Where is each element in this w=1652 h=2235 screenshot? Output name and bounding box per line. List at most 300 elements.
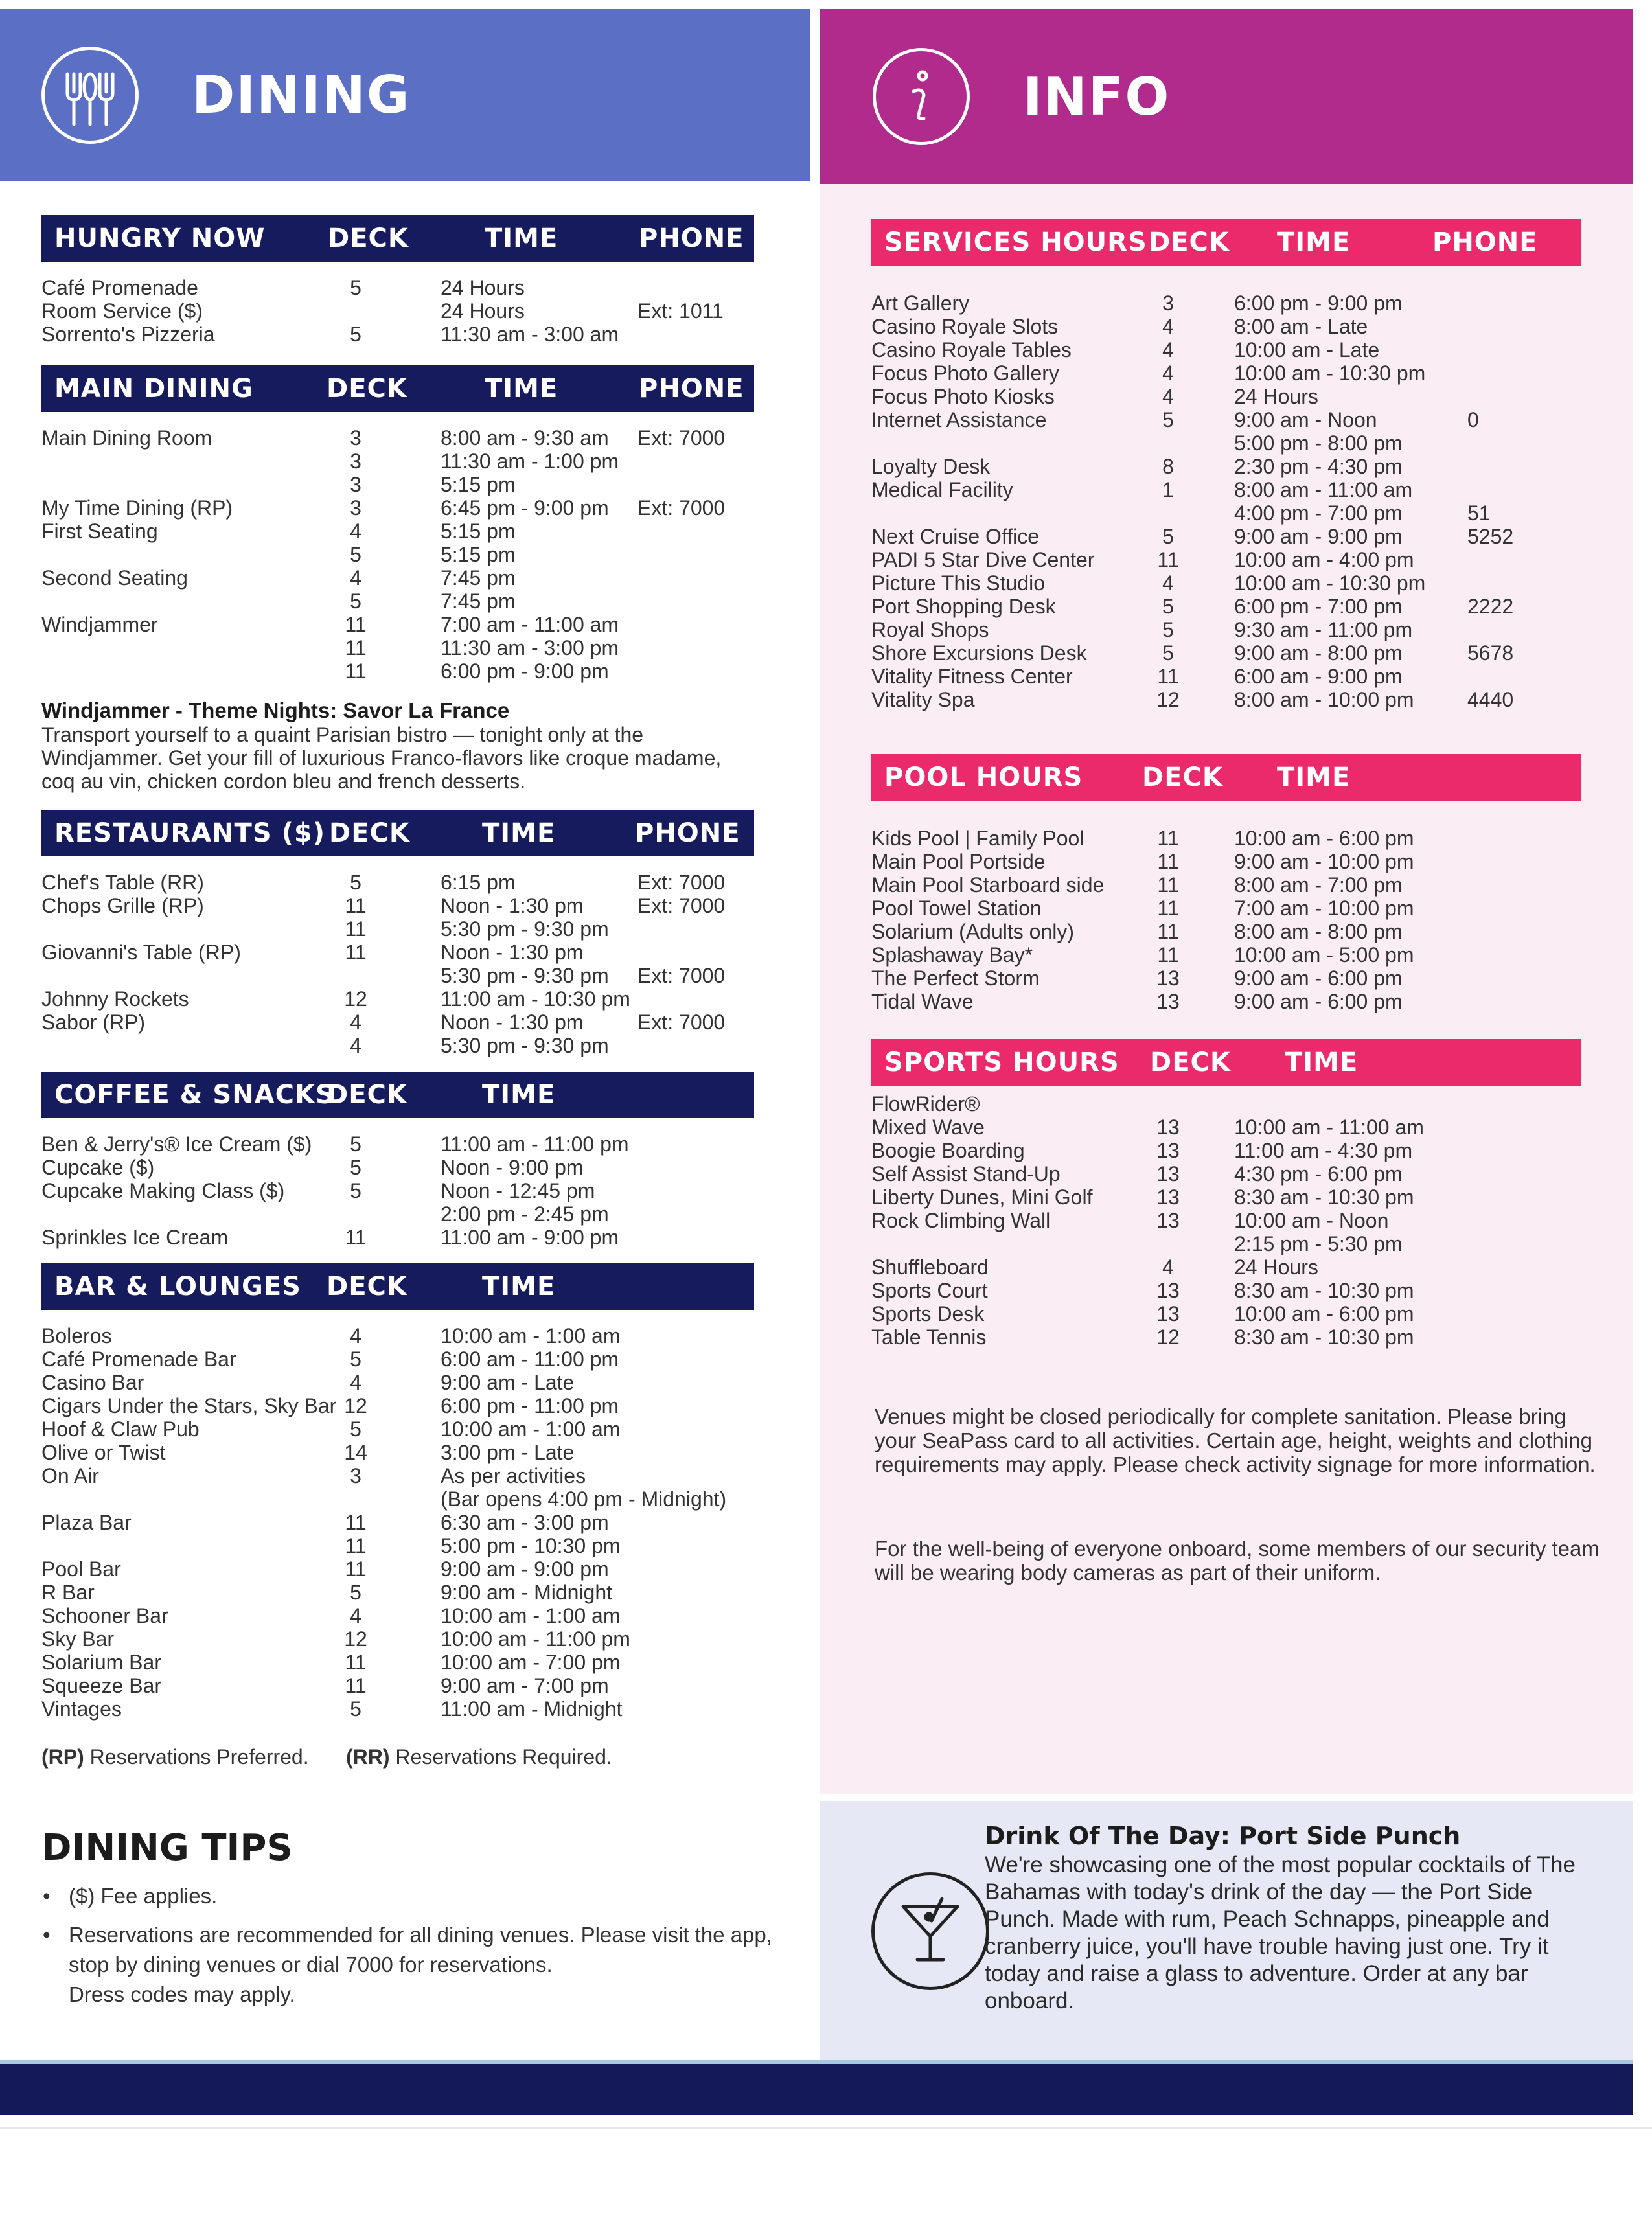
deck-cell: 12 bbox=[344, 1394, 367, 1417]
table-row bbox=[871, 1209, 1581, 1232]
deck-cell: 11 bbox=[345, 894, 367, 917]
table-row bbox=[871, 571, 1581, 595]
header-phone: PHONE bbox=[1432, 227, 1538, 257]
venue-cell: Ben & Jerry's® Ice Cream ($) bbox=[41, 1132, 312, 1156]
phone-cell: 5252 bbox=[1467, 525, 1514, 548]
table-row bbox=[871, 1302, 1581, 1325]
time-cell: 8:00 am - 10:00 pm bbox=[1234, 688, 1414, 711]
table-row bbox=[871, 967, 1581, 990]
table-row bbox=[871, 990, 1581, 1013]
table-rows bbox=[41, 426, 754, 683]
time-cell: 11:30 am - 3:00 pm bbox=[441, 636, 619, 659]
table-row bbox=[41, 1627, 754, 1651]
deck-cell: 5 bbox=[350, 1132, 361, 1156]
time-cell: 9:00 am - 9:00 pm bbox=[441, 1557, 609, 1581]
time-cell: 9:00 am - Late bbox=[441, 1371, 575, 1394]
rp-key: (RP) bbox=[41, 1745, 84, 1769]
deck-cell: 11 bbox=[1157, 897, 1179, 920]
header-deck: DECK bbox=[327, 1272, 407, 1301]
coffee-snacks-table bbox=[41, 1072, 754, 1249]
time-cell: 9:00 am - 7:00 pm bbox=[441, 1674, 609, 1697]
deck-cell: 11 bbox=[1157, 548, 1179, 571]
table-header-bar bbox=[41, 1263, 754, 1310]
time-cell: 11:00 am - 9:00 pm bbox=[441, 1226, 619, 1249]
venue-cell: FlowRider® bbox=[871, 1092, 980, 1116]
time-cell: 8:30 am - 10:30 pm bbox=[1234, 1279, 1414, 1302]
time-cell: 10:00 am - 10:30 pm bbox=[1234, 571, 1426, 595]
time-cell: 9:00 am - 9:00 pm bbox=[1234, 525, 1403, 548]
venue-cell: Chops Grille (RP) bbox=[41, 894, 204, 917]
time-cell: 4:30 pm - 6:00 pm bbox=[1234, 1162, 1403, 1186]
body-camera-notice: For the well-being of everyone onboard, some members of our security team will be wearing body cameras as part of their uniform. bbox=[875, 1537, 1600, 1585]
time-cell: 8:00 am - Late bbox=[1234, 315, 1368, 338]
time-cell: 24 Hours bbox=[1234, 385, 1318, 408]
venue-cell: Room Service ($) bbox=[41, 299, 203, 323]
deck-cell: 8 bbox=[1162, 455, 1174, 478]
time-cell: 5:15 pm bbox=[441, 473, 516, 496]
sports-hours-table bbox=[871, 1039, 1581, 1349]
time-cell: 10:00 am - 11:00 am bbox=[1234, 1116, 1424, 1139]
table-header-bar bbox=[871, 754, 1581, 801]
time-cell: 6:00 pm - 11:00 pm bbox=[441, 1394, 619, 1417]
table-row bbox=[871, 1116, 1581, 1139]
table-header-bar bbox=[871, 1039, 1581, 1086]
table-rows bbox=[41, 1132, 754, 1249]
header-phone: PHONE bbox=[635, 818, 740, 848]
phone-cell: Ext: 1011 bbox=[637, 299, 724, 323]
venue-cell: Hoof & Claw Pub bbox=[41, 1417, 200, 1441]
deck-cell: 5 bbox=[350, 1417, 361, 1441]
deck-cell: 13 bbox=[1156, 990, 1180, 1013]
table-row bbox=[871, 688, 1581, 711]
deck-cell: 13 bbox=[1156, 967, 1180, 990]
table-row bbox=[41, 1226, 754, 1249]
venue-cell: Vitality Fitness Center bbox=[871, 665, 1073, 688]
deck-cell: 14 bbox=[344, 1441, 367, 1464]
phone-cell: Ext: 7000 bbox=[637, 871, 726, 894]
drink-of-the-day-body: We're showcasing one of the most popular cocktails of The Bahamas with today's drink of the day — the Port Side Punch. Made with rum, Peach Schnapps, pineapple and cranberry juice, you'll have trouble having just one. Try it today and raise a glass to adventure. Order at any bar onboard. bbox=[985, 1852, 1576, 2013]
table-row bbox=[41, 1202, 754, 1226]
venue-cell: Kids Pool | Family Pool bbox=[871, 827, 1084, 850]
table-row bbox=[41, 450, 754, 473]
deck-cell: 5 bbox=[1162, 641, 1174, 665]
time-cell: Noon - 1:30 pm bbox=[441, 941, 584, 964]
table-row bbox=[41, 1371, 754, 1394]
table-row bbox=[871, 548, 1581, 571]
table-row bbox=[41, 299, 754, 323]
time-cell: 10:00 am - 6:00 pm bbox=[1234, 827, 1414, 850]
time-cell: 7:00 am - 10:00 pm bbox=[1234, 897, 1414, 920]
time-cell: 9:00 am - 10:00 pm bbox=[1234, 850, 1414, 873]
deck-cell: 11 bbox=[345, 941, 367, 964]
time-cell: 11:30 am - 1:00 pm bbox=[441, 450, 619, 473]
time-cell: 7:45 pm bbox=[441, 590, 516, 613]
header-time: TIME bbox=[485, 224, 558, 253]
deck-cell: 3 bbox=[350, 426, 361, 450]
table-row bbox=[871, 850, 1581, 873]
table-row bbox=[871, 1186, 1581, 1209]
deck-cell: 5 bbox=[350, 1179, 361, 1202]
time-cell: 10:00 am - 11:00 pm bbox=[441, 1627, 630, 1651]
header-deck: DECK bbox=[329, 818, 410, 848]
table-row bbox=[41, 323, 754, 346]
venue-cell: Art Gallery bbox=[871, 292, 970, 315]
deck-cell: 12 bbox=[344, 987, 367, 1011]
bar-lounges-table bbox=[41, 1263, 754, 1721]
drink-of-the-day-title: Drink Of The Day: Port Side Punch bbox=[985, 1822, 1461, 1850]
venue-cell: Picture This Studio bbox=[871, 571, 1045, 595]
restaurants-table bbox=[41, 810, 754, 1057]
time-cell: 10:00 am - 1:00 am bbox=[441, 1324, 621, 1347]
time-cell: 6:00 pm - 7:00 pm bbox=[1234, 595, 1403, 618]
table-row bbox=[41, 1511, 754, 1534]
deck-cell: 5 bbox=[350, 1156, 361, 1179]
table-row bbox=[41, 496, 754, 520]
table-row bbox=[871, 665, 1581, 688]
deck-cell: 1 bbox=[1162, 478, 1174, 501]
time-cell: 6:15 pm bbox=[441, 871, 516, 894]
deck-cell: 11 bbox=[1157, 920, 1179, 943]
table-row bbox=[41, 941, 754, 964]
rr-text: Reservations Required. bbox=[395, 1745, 612, 1769]
phone-cell: Ext: 7000 bbox=[637, 894, 726, 917]
time-cell: 7:45 pm bbox=[441, 566, 516, 590]
deck-cell: 11 bbox=[345, 1651, 367, 1674]
table-row bbox=[41, 894, 754, 917]
venue-cell: Sky Bar bbox=[41, 1627, 115, 1651]
theme-night-title: Windjammer - Theme Nights: Savor La France bbox=[41, 698, 510, 722]
rr-key: (RR) bbox=[346, 1745, 390, 1769]
table-rows bbox=[871, 827, 1581, 1013]
deck-cell: 11 bbox=[1157, 943, 1179, 967]
table-row bbox=[41, 1132, 754, 1156]
venue-cell: Giovanni's Table (RP) bbox=[41, 941, 241, 964]
time-cell: 9:00 am - Noon bbox=[1234, 408, 1377, 431]
table-row bbox=[871, 408, 1581, 431]
deck-cell: 11 bbox=[1157, 827, 1179, 850]
phone-cell: Ext: 7000 bbox=[637, 1011, 726, 1034]
venue-cell: Sports Desk bbox=[871, 1302, 985, 1325]
venue-cell: Olive or Twist bbox=[41, 1441, 166, 1464]
venue-cell: Schooner Bar bbox=[41, 1604, 168, 1627]
venue-cell: Pool Towel Station bbox=[871, 897, 1042, 920]
table-row bbox=[41, 917, 754, 941]
time-cell: Noon - 1:30 pm bbox=[441, 894, 584, 917]
tip-item-continued: Dress codes may apply. bbox=[69, 1982, 295, 2006]
table-row bbox=[871, 1255, 1581, 1279]
venue-cell: Splashaway Bay* bbox=[871, 943, 1033, 967]
header-time: TIME bbox=[1277, 227, 1351, 257]
venue-cell: Port Shopping Desk bbox=[871, 595, 1056, 618]
footer-bar bbox=[0, 2060, 1633, 2115]
tip-item: • ($) Fee applies. bbox=[41, 1881, 774, 1911]
table-row bbox=[41, 1179, 754, 1202]
time-cell: 9:30 am - 11:00 pm bbox=[1234, 618, 1413, 641]
venue-cell: Internet Assistance bbox=[871, 408, 1047, 431]
venue-cell: Tidal Wave bbox=[871, 990, 974, 1013]
venue-cell: Self Assist Stand-Up bbox=[871, 1162, 1061, 1186]
header-venue: HUNGRY NOW bbox=[54, 224, 266, 253]
phone-cell: 2222 bbox=[1467, 595, 1514, 618]
time-cell: 11:00 am - 10:30 pm bbox=[441, 987, 630, 1011]
deck-cell: 3 bbox=[350, 450, 361, 473]
phone-cell: 5678 bbox=[1467, 641, 1514, 665]
table-row bbox=[41, 1697, 754, 1721]
time-cell: 6:00 pm - 9:00 pm bbox=[1234, 292, 1403, 315]
table-row bbox=[41, 590, 754, 613]
deck-cell: 4 bbox=[350, 1371, 361, 1394]
table-rows bbox=[41, 1324, 754, 1721]
venue-cell: Solarium (Adults only) bbox=[871, 920, 1074, 943]
header-phone: PHONE bbox=[639, 374, 744, 404]
table-row bbox=[871, 943, 1581, 967]
header-time: TIME bbox=[482, 818, 556, 848]
dining-title: DINING bbox=[192, 65, 411, 125]
venue-cell: Solarium Bar bbox=[41, 1651, 161, 1674]
deck-cell: 5 bbox=[1162, 595, 1174, 618]
table-row bbox=[871, 431, 1581, 455]
time-cell: 9:00 am - Midnight bbox=[441, 1581, 613, 1604]
venue-cell: Shuffleboard bbox=[871, 1255, 989, 1279]
deck-cell: 3 bbox=[1162, 292, 1174, 315]
venue-cell: Casino Royale Slots bbox=[871, 315, 1059, 338]
table-row bbox=[871, 1232, 1581, 1255]
table-row bbox=[41, 1534, 754, 1557]
table-row bbox=[41, 964, 754, 987]
time-cell: 10:00 am - 7:00 pm bbox=[441, 1651, 621, 1674]
deck-cell: 5 bbox=[1162, 525, 1174, 548]
deck-cell: 4 bbox=[1162, 315, 1174, 338]
phone-cell: 0 bbox=[1467, 408, 1479, 431]
venue-cell: Johnny Rockets bbox=[41, 987, 189, 1011]
table-row bbox=[41, 1417, 754, 1441]
header-phone: PHONE bbox=[639, 224, 744, 253]
venue-cell: On Air bbox=[41, 1464, 99, 1487]
table-row bbox=[871, 525, 1581, 548]
deck-cell: 11 bbox=[345, 613, 367, 636]
table-row bbox=[871, 385, 1581, 408]
time-cell: 10:00 am - Late bbox=[1234, 338, 1380, 361]
deck-cell: 3 bbox=[350, 496, 361, 520]
table-row bbox=[41, 636, 754, 659]
time-cell: Noon - 9:00 pm bbox=[441, 1156, 584, 1179]
rp-text: Reservations Preferred. bbox=[89, 1745, 309, 1769]
deck-cell: 11 bbox=[1157, 665, 1179, 688]
deck-cell: 5 bbox=[350, 871, 361, 894]
time-cell: 11:00 am - 4:30 pm bbox=[1234, 1139, 1413, 1162]
time-cell: 10:00 am - 1:00 am bbox=[441, 1417, 621, 1441]
table-row bbox=[41, 871, 754, 894]
info-header bbox=[820, 9, 1633, 184]
deck-cell: 5 bbox=[350, 1697, 361, 1721]
venue-cell: Sprinkles Ice Cream bbox=[41, 1226, 229, 1249]
venue-cell: Vitality Spa bbox=[871, 688, 975, 711]
deck-cell: 4 bbox=[1162, 385, 1174, 408]
deck-cell: 4 bbox=[1162, 338, 1174, 361]
venue-cell: Medical Facility bbox=[871, 478, 1013, 501]
time-cell: 6:00 am - 11:00 pm bbox=[441, 1347, 619, 1371]
table-row bbox=[871, 897, 1581, 920]
venue-cell: Plaza Bar bbox=[41, 1511, 132, 1534]
time-cell: 10:00 am - 6:00 pm bbox=[1234, 1302, 1414, 1325]
deck-cell: 11 bbox=[345, 1511, 367, 1534]
info-title: INFO bbox=[1023, 66, 1171, 127]
venue-cell: Shore Excursions Desk bbox=[871, 641, 1087, 665]
deck-cell: 5 bbox=[350, 276, 361, 299]
deck-cell: 13 bbox=[1156, 1186, 1180, 1209]
time-cell: 8:00 am - 11:00 am bbox=[1234, 478, 1413, 501]
header-venue: MAIN DINING bbox=[54, 374, 253, 404]
table-row bbox=[41, 426, 754, 450]
deck-cell: 4 bbox=[350, 1011, 361, 1034]
time-cell: 7:00 am - 11:00 am bbox=[441, 613, 619, 636]
time-cell: 10:00 am - 10:30 pm bbox=[1234, 361, 1426, 385]
dining-tips-title: DINING TIPS bbox=[41, 1827, 293, 1869]
phone-cell: Ext: 7000 bbox=[637, 426, 726, 450]
tip-item: • Reservations are recommended for all dining venues. Please visit the app, stop by dining venues or dial 7000 for reservations. bbox=[41, 1920, 774, 1980]
deck-cell: 11 bbox=[345, 1557, 367, 1581]
info-icon bbox=[873, 48, 970, 145]
table-row bbox=[41, 1557, 754, 1581]
header-time: TIME bbox=[482, 1080, 556, 1110]
deck-cell: 4 bbox=[350, 520, 361, 543]
deck-cell: 13 bbox=[1156, 1162, 1180, 1186]
header-venue: RESTAURANTS ($) bbox=[54, 818, 325, 848]
time-cell: 9:00 am - 8:00 pm bbox=[1234, 641, 1403, 665]
venue-cell: Next Cruise Office bbox=[871, 525, 1040, 548]
table-row bbox=[871, 1279, 1581, 1302]
table-row bbox=[871, 478, 1581, 501]
venue-cell: Sabor (RP) bbox=[41, 1011, 146, 1034]
venue-cell: Pool Bar bbox=[41, 1557, 121, 1581]
theme-night-body: Transport yourself to a quaint Parisian bistro — tonight only at the Windjammer. Get your fill of luxurious Franco-flavors like croque madame, coq au vin, chicken cordon bleu and french desserts. bbox=[41, 723, 722, 793]
phone-cell: 51 bbox=[1467, 501, 1491, 525]
table-row bbox=[871, 595, 1581, 618]
deck-cell: 5 bbox=[350, 1347, 361, 1371]
time-cell: 5:30 pm - 9:30 pm bbox=[441, 1034, 609, 1057]
sanitation-notice: Venues might be closed periodically for complete sanitation. Please bring your SeaPass card to all activities. Certain age, height, weights and clothing requirements may apply. Please check activity signage for more information. bbox=[875, 1404, 1596, 1476]
deck-cell: 11 bbox=[345, 917, 367, 941]
time-cell: 4:00 pm - 7:00 pm bbox=[1234, 501, 1403, 525]
pool-hours-table bbox=[871, 754, 1581, 1013]
venue-cell: Café Promenade Bar bbox=[41, 1347, 236, 1371]
main-dining-table bbox=[41, 365, 754, 683]
table-row bbox=[871, 641, 1581, 665]
table-row bbox=[871, 1092, 1581, 1116]
table-row bbox=[41, 1394, 754, 1417]
deck-cell: 11 bbox=[1157, 873, 1179, 897]
time-cell: 5:00 pm - 10:30 pm bbox=[441, 1534, 621, 1557]
deck-cell: 3 bbox=[350, 1464, 361, 1487]
table-row bbox=[41, 1487, 754, 1511]
header-venue: COFFEE & SNACKS bbox=[54, 1080, 335, 1110]
table-rows bbox=[871, 1092, 1581, 1349]
venue-cell: Casino Bar bbox=[41, 1371, 144, 1394]
table-row bbox=[41, 473, 754, 496]
header-deck: DECK bbox=[1150, 1048, 1231, 1077]
utensils-icon bbox=[41, 47, 139, 144]
header-time: TIME bbox=[482, 1272, 556, 1301]
theme-night-note bbox=[41, 698, 741, 793]
table-row bbox=[41, 1674, 754, 1697]
table-row bbox=[41, 613, 754, 636]
header-deck: DECK bbox=[1149, 227, 1230, 257]
time-cell: 8:00 am - 7:00 pm bbox=[1234, 873, 1403, 897]
deck-cell: 13 bbox=[1156, 1116, 1180, 1139]
venue-cell: Squeeze Bar bbox=[41, 1674, 162, 1697]
time-cell: 8:30 am - 10:30 pm bbox=[1234, 1325, 1414, 1349]
deck-cell: 5 bbox=[350, 323, 361, 346]
deck-cell: 4 bbox=[350, 1034, 361, 1057]
header-time: TIME bbox=[485, 374, 558, 404]
deck-cell: 12 bbox=[344, 1627, 367, 1651]
deck-cell: 3 bbox=[350, 473, 361, 496]
venue-cell: Loyalty Desk bbox=[871, 455, 991, 478]
venue-cell: Boogie Boarding bbox=[871, 1139, 1025, 1162]
venue-cell: Main Pool Portside bbox=[871, 850, 1046, 873]
time-cell: 8:00 am - 8:00 pm bbox=[1234, 920, 1403, 943]
deck-cell: 4 bbox=[1162, 1255, 1174, 1279]
time-cell: 6:00 am - 9:00 pm bbox=[1234, 665, 1403, 688]
deck-cell: 5 bbox=[1162, 408, 1174, 431]
deck-cell: 4 bbox=[350, 566, 361, 590]
venue-cell: Royal Shops bbox=[871, 618, 989, 641]
time-cell: 6:30 am - 3:00 pm bbox=[441, 1511, 609, 1534]
time-cell: 8:00 am - 9:30 am bbox=[441, 426, 609, 450]
table-row bbox=[871, 501, 1581, 525]
deck-cell: 4 bbox=[350, 1324, 361, 1347]
venue-cell: Focus Photo Kiosks bbox=[871, 385, 1055, 408]
phone-cell: 4440 bbox=[1467, 688, 1514, 711]
table-header-bar bbox=[41, 1072, 754, 1118]
deck-cell: 12 bbox=[1156, 688, 1180, 711]
table-row bbox=[871, 292, 1581, 315]
deck-cell: 12 bbox=[1156, 1325, 1180, 1349]
deck-cell: 5 bbox=[350, 543, 361, 566]
header-deck: DECK bbox=[328, 224, 409, 253]
time-cell: Noon - 1:30 pm bbox=[441, 1011, 584, 1034]
venue-cell: PADI 5 Star Dive Center bbox=[871, 548, 1095, 571]
venue-cell: R Bar bbox=[41, 1581, 95, 1604]
table-row bbox=[871, 873, 1581, 897]
time-cell: 5:30 pm - 9:30 pm bbox=[441, 964, 609, 987]
venue-cell: The Perfect Storm bbox=[871, 967, 1040, 990]
deck-cell: 5 bbox=[350, 590, 361, 613]
time-cell: 24 Hours bbox=[1234, 1255, 1318, 1279]
table-row bbox=[41, 659, 754, 683]
venue-cell: Café Promenade bbox=[41, 276, 198, 299]
time-cell: 9:00 am - 6:00 pm bbox=[1234, 967, 1403, 990]
time-cell: 5:15 pm bbox=[441, 543, 516, 566]
table-row bbox=[871, 827, 1581, 850]
venue-cell: Chef's Table (RR) bbox=[41, 871, 204, 894]
header-deck: DECK bbox=[327, 1080, 407, 1110]
table-row bbox=[41, 520, 754, 543]
table-row bbox=[41, 1034, 754, 1057]
venue-cell: Cupcake ($) bbox=[41, 1156, 155, 1179]
venue-cell: Cigars Under the Stars, Sky Bar bbox=[41, 1394, 337, 1417]
time-cell: Noon - 12:45 pm bbox=[441, 1179, 595, 1202]
dining-header bbox=[0, 9, 810, 181]
venue-cell: Boleros bbox=[41, 1324, 112, 1347]
header-time: TIME bbox=[1277, 762, 1351, 792]
time-cell: 6:00 pm - 9:00 pm bbox=[441, 659, 609, 683]
header-deck: DECK bbox=[1142, 762, 1223, 792]
time-cell: 6:45 pm - 9:00 pm bbox=[441, 496, 609, 520]
venue-cell: Mixed Wave bbox=[871, 1116, 985, 1139]
time-cell: 24 Hours bbox=[441, 276, 525, 299]
table-row bbox=[41, 1441, 754, 1464]
